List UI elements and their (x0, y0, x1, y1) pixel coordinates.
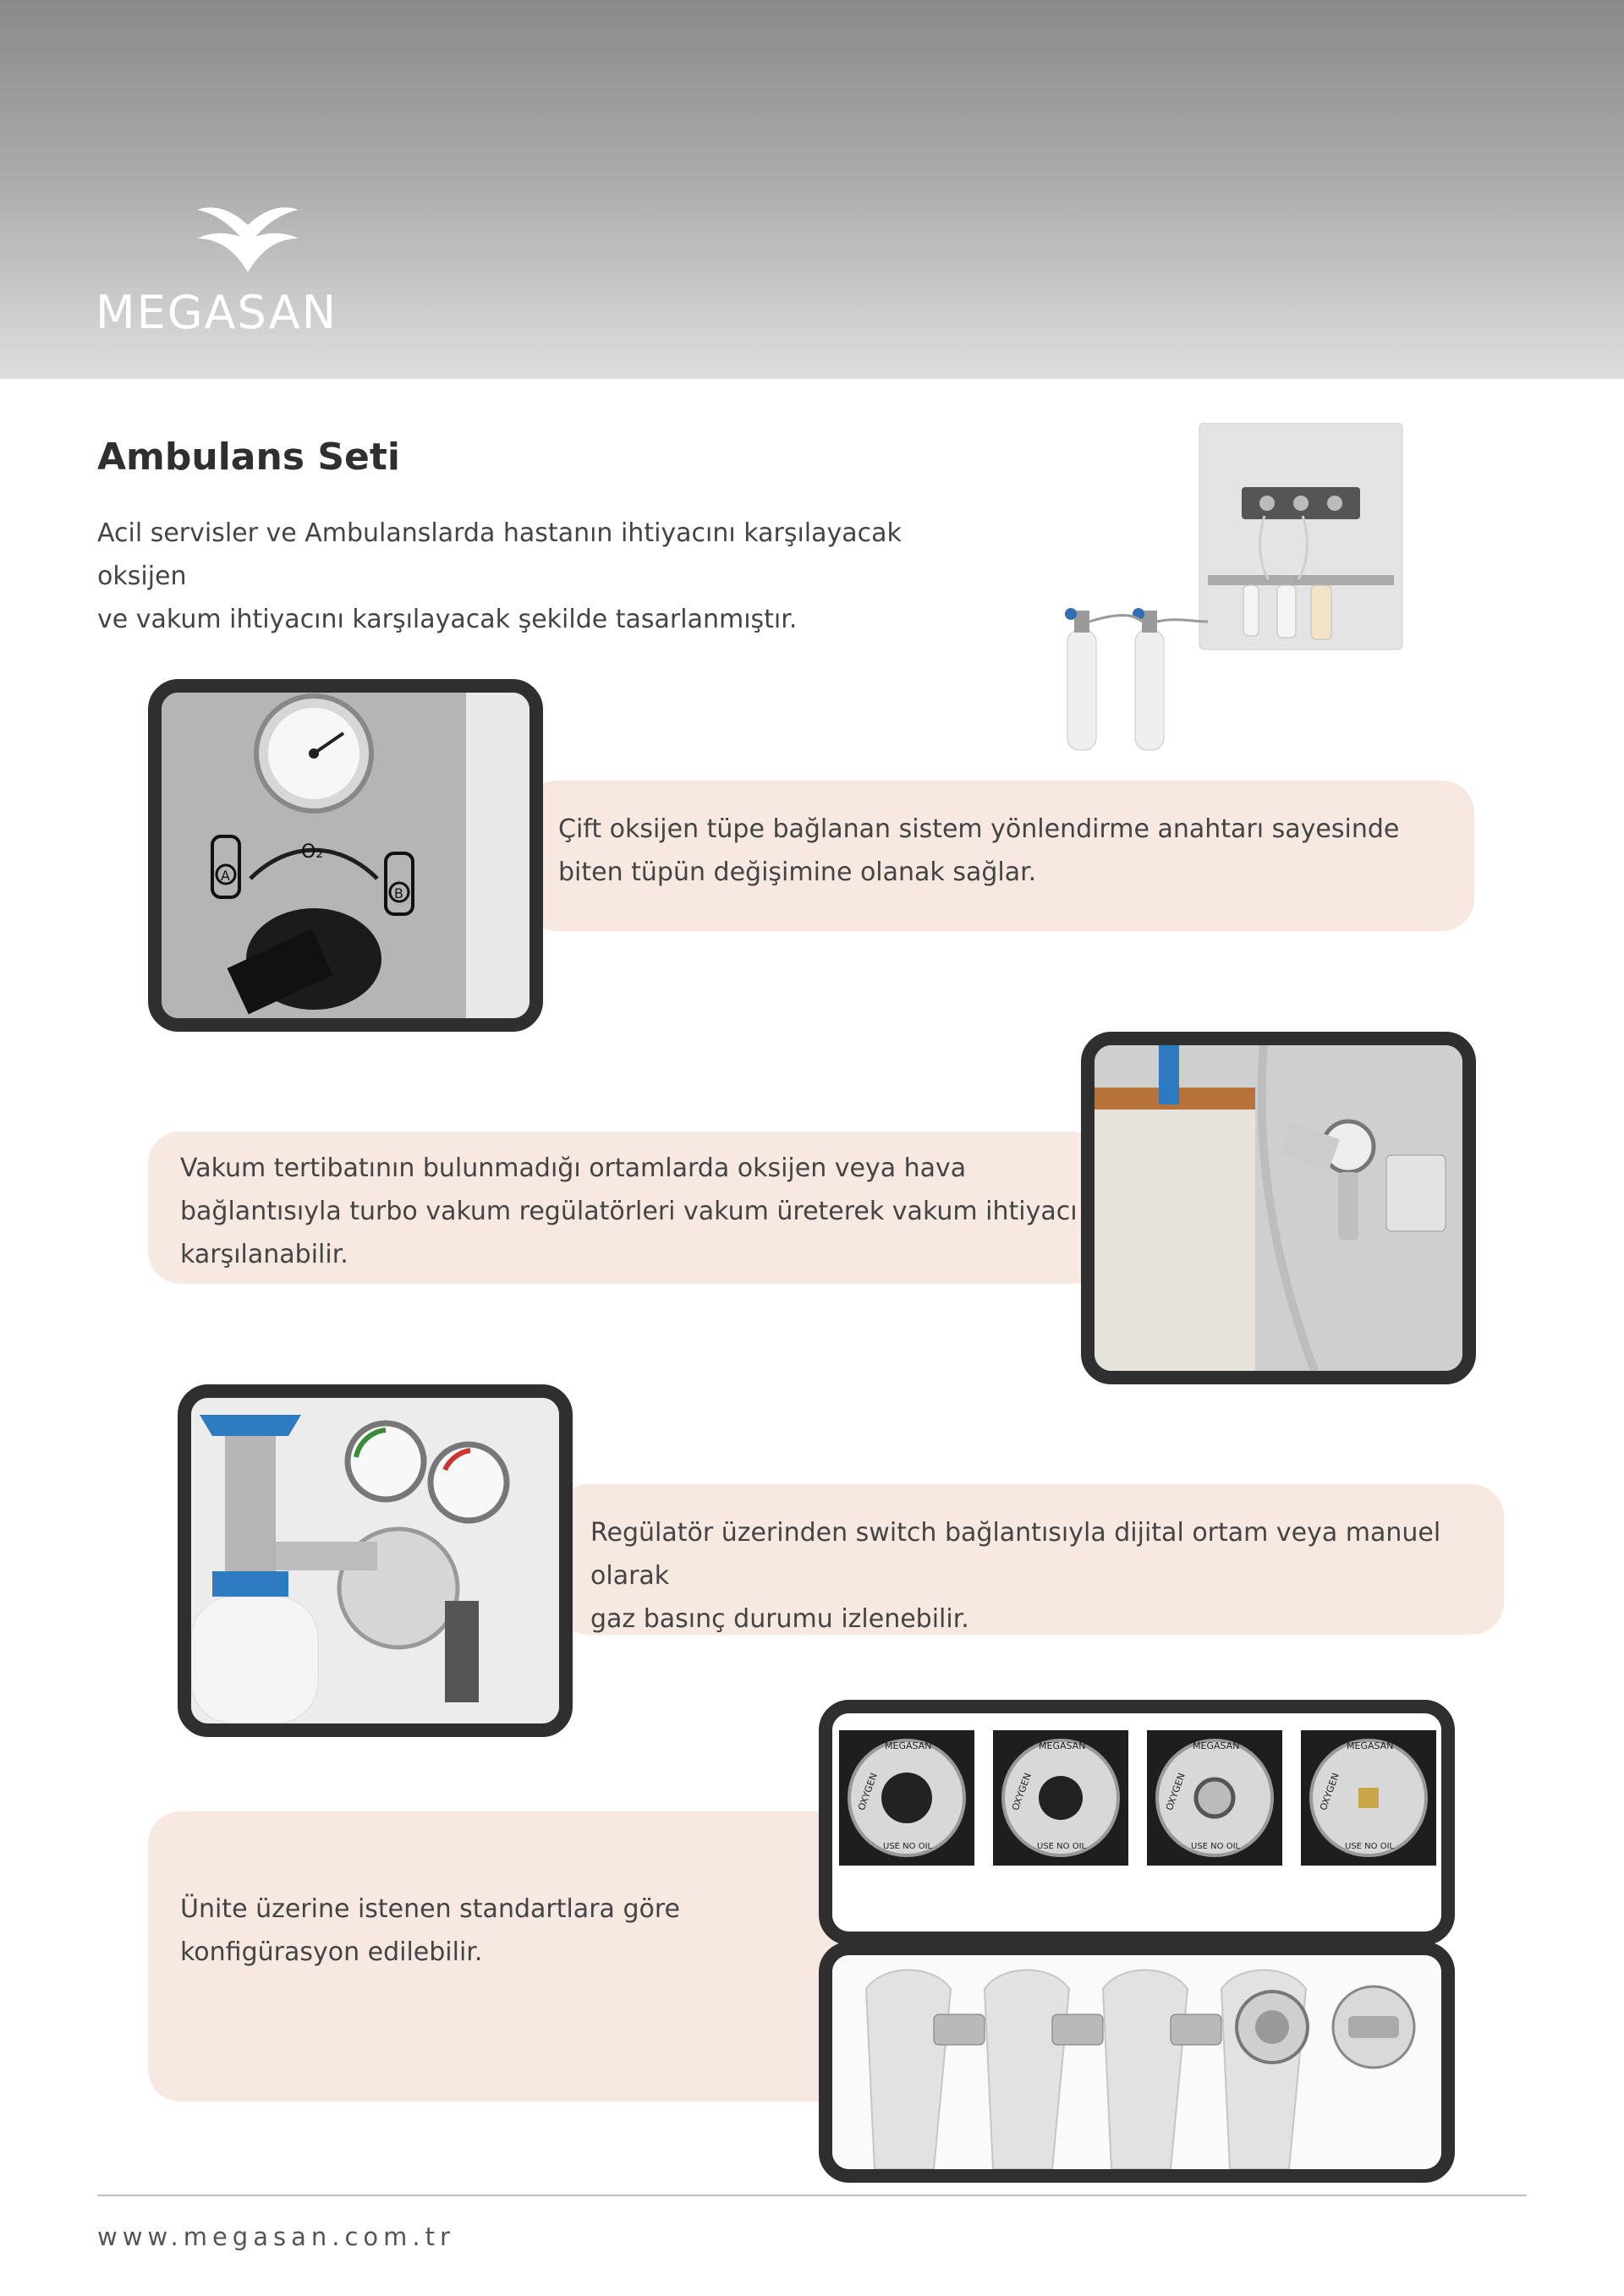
outlet-warning-label: USE NO OIL (1037, 1842, 1087, 1851)
feature-text: biten tüpün değişimine olanak sağlar. (558, 858, 1037, 887)
brand-logo[interactable] (96, 195, 409, 338)
feature-box-vacuum (148, 1132, 1104, 1284)
outlet-gas-label: OXYGEN (855, 1771, 880, 1812)
ambulance-set-image (1057, 423, 1413, 753)
outlet-warning-label: USE NO OIL (1191, 1842, 1241, 1851)
intro-line: Acil servisler ve Ambulanslarda hastanın ihtiyacını karşılayacak oksijen (97, 518, 902, 591)
feature-box-configuration (148, 1811, 854, 2101)
feature-text: Vakum tertibatının bulunmadığı ortamlarda oksijen veya hava (180, 1153, 967, 1183)
vacuum-regulator-photo (1081, 1032, 1476, 1384)
feature-text: bağlantısıyla turbo vakum regülatörleri vakum üreterek vakum ihtiyacı (180, 1197, 1078, 1226)
footer-url-link[interactable]: www.megasan.com.tr (97, 2222, 455, 2251)
intro-text (97, 512, 994, 641)
feature-text: gaz basınç durumu izlenebilir. (590, 1604, 969, 1634)
outlet-warning-label: USE NO OIL (1345, 1842, 1395, 1851)
brand-name: MEGASAN (96, 286, 338, 339)
outlet-brand-label: MEGASAN (1347, 1740, 1394, 1751)
feature-text: Ünite üzerine istenen standartlara göre (180, 1894, 680, 1924)
outlet-gas-label: OXYGEN (1163, 1771, 1188, 1812)
feature-box-monitoring (557, 1484, 1504, 1635)
header-band (0, 0, 1624, 379)
outlet-standards-photo (819, 1700, 1455, 1945)
tank-b-label: B (394, 885, 403, 901)
feature-text: Regülatör üzerinden switch bağlantısıyla dijital ortam veya manuel olarak (590, 1518, 1441, 1591)
outlet-gas-label: OXYGEN (1009, 1771, 1034, 1812)
outlet-2 (993, 1730, 1128, 1866)
outlet-gas-label: OXYGEN (1317, 1771, 1341, 1812)
feature-text: karşılanabilir. (180, 1240, 348, 1269)
feature-box-switch (524, 781, 1474, 931)
o2-label: O₂ (301, 841, 324, 863)
outlet-brand-label: MEGASAN (1039, 1740, 1086, 1751)
connectors-photo (819, 1942, 1455, 2183)
tank-a-label: A (221, 868, 230, 884)
regulator-photo (178, 1384, 573, 1737)
feature-text: konfigürasyon edilebilir. (180, 1937, 483, 1967)
outlet-4 (1301, 1730, 1436, 1866)
footer-divider (97, 2195, 1527, 2196)
bird-logo-icon (193, 195, 303, 275)
outlet-1 (839, 1730, 974, 1866)
outlet-brand-label: MEGASAN (1193, 1740, 1240, 1751)
feature-text: Çift oksijen tüpe bağlanan sistem yönlendirme anahtarı sayesinde (558, 814, 1400, 844)
switch-panel-photo (148, 679, 543, 1032)
outlet-brand-label: MEGASAN (885, 1740, 932, 1751)
intro-line: ve vakum ihtiyacını karşılayacak şekilde tasarlanmıştır. (97, 605, 798, 634)
outlet-3 (1147, 1730, 1282, 1866)
page-title: Ambulans Seti (97, 436, 400, 479)
outlet-warning-label: USE NO OIL (883, 1842, 933, 1851)
